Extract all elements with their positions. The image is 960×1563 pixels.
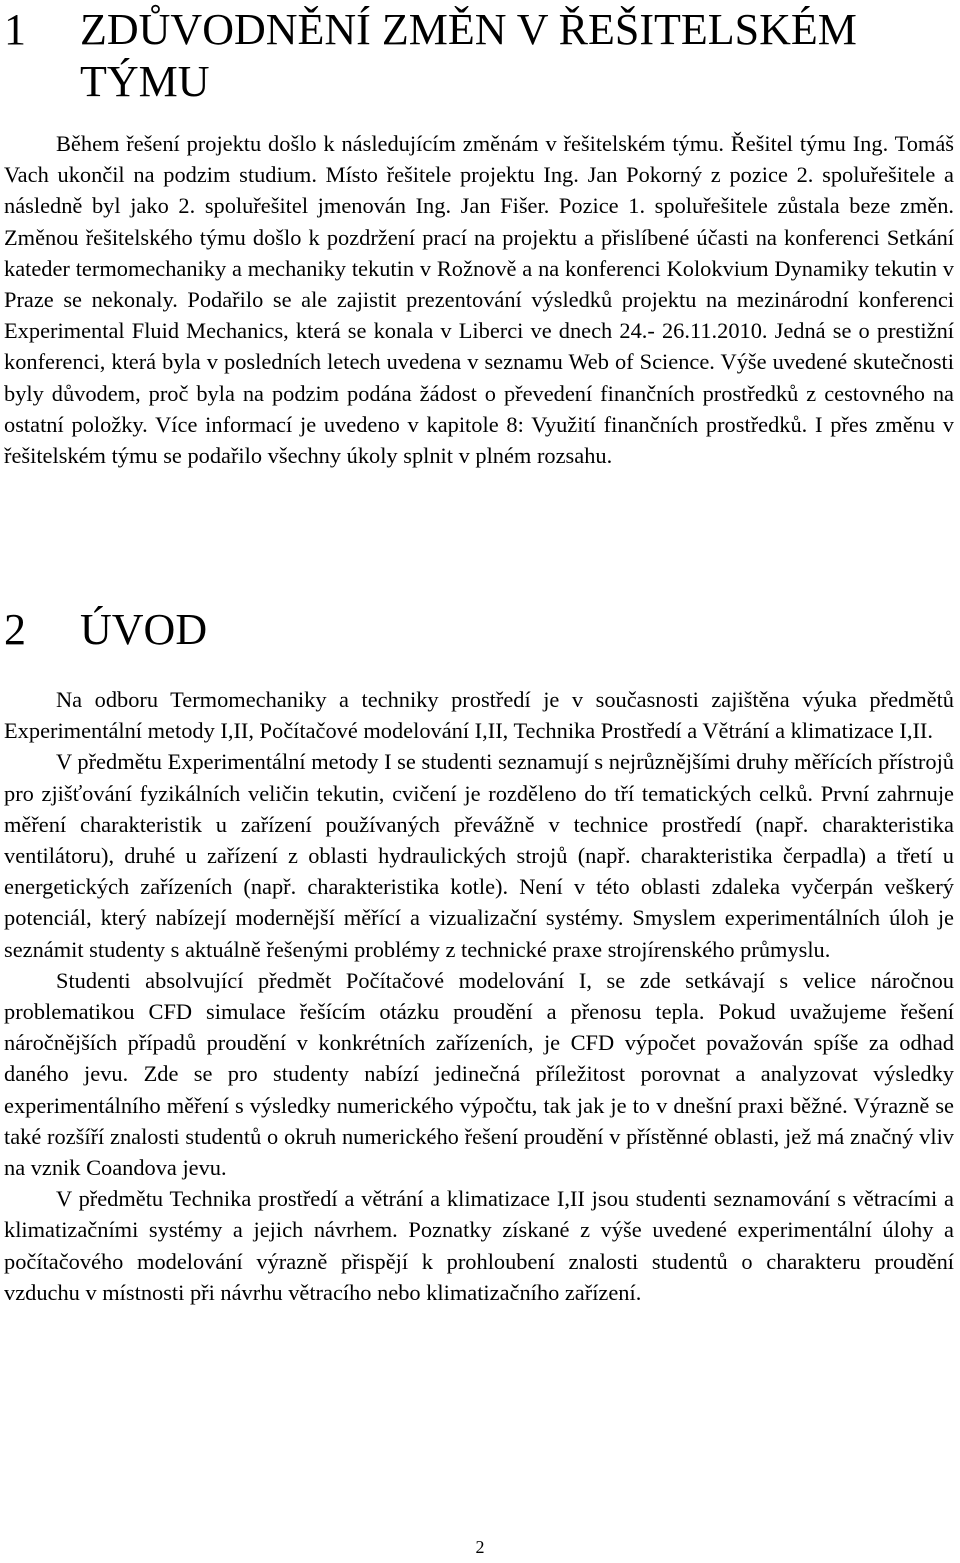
- section-title: ZDŮVODNĚNÍ ZMĚN V ŘEŠITELSKÉM TÝMU: [80, 5, 857, 106]
- paragraph: Studenti absolvující předmět Počítačové modelování I, se zde setkávají s velice náročnou problematikou CFD simulace řešícím otázku proudění a přenosu tepla. Pokud uvažujeme řešení náročnějších případů proudění v konkrétních zařízeních, je CFD výpočet považován spíše za odhad daného jevu. Zde se pro studenty nabízí jedinečná příležitost porovnat a analyzovat výsledky experimentálního měření s výsledky numerického výpočtu, tak jak je to v dnešní praxi běžné. Výrazně se také rozšíří znalosti studentů o okruh numerického řešení proudění v přístěnné oblasti, jež má značný vliv na vznik Coandova jevu.: [4, 967, 954, 1181]
- section-1-body: [4, 128, 954, 471]
- section-heading-1: [4, 4, 940, 108]
- paragraph: Na odboru Termomechaniky a techniky prostředí je v současnosti zajištěna výuka předmětů Experimentální metody I,II, Počítačové modelování I,II, Technika Prostředí a Větrání a klimatizace I,II.: [4, 687, 954, 744]
- section-2-body: [4, 684, 954, 1308]
- paragraph: Během řešení projektu došlo k následujícím změnám v řešitelském týmu. Řešitel týmu Ing. Tomáš Vach ukončil na podzim studium. Místo řešitele projektu Ing. Jan Pokorný z pozice 2. spoluřešitele a následně byl jako 2. spoluřešitel jmenován Ing. Jan Fišer. Pozice 1. spoluřešitele zůstala beze změn. Změnou řešitelského týmu došlo k pozdržení prací na projektu a přislíbené účasti na konferenci Setkání kateder termomechaniky a mechaniky tekutin v Rožnově a na konferenci Kolokvium Dynamiky tekutin v Praze se nekonaly. Podařilo se ale zajistit prezentování výsledků projektu na mezinárodní konferenci Experimental Fluid Mechanics, která se konala v Liberci ve dnech 24.- 26.11.2010. Jedná se o prestižní konferenci, která byla v posledních letech uvedena v seznamu Web of Science. Výše uvedené skutečnosti byly důvodem, proč byla na podzim podána žádost o převedení finančních prostředků z cestovného na ostatní položky. Více informací je uvedeno v kapitole 8: Využití finančních prostředků. I přes změnu v řešitelském týmu se podařilo všechny úkoly splnit v plném rozsahu.: [4, 131, 954, 469]
- section-title: ÚVOD: [80, 605, 208, 654]
- paragraph: V předmětu Experimentální metody I se studenti seznamují s nejrůznějšími druhy měřících přístrojů pro zjišťování fyzikálních veličin tekutin, cvičení je rozděleno do tří tematických celků. První zahrnuje měření charakteristik u zařízení používaných převážně v technice prostředí (např. charakteristika ventilátoru), druhé u zařízení z oblasti hydraulických strojů (např. charakteristika čerpadla) a třetí u energetických zařízeních (např. charakteristika kotle). Není v této oblasti zdaleka vyčerpán veškerý potenciál, který nabízejí modernější měřící a vizualizační systémy. Smyslem experimentálních úloh je seznámit studenty s aktuálně řešenými problémy z technické praxe strojírenského průmyslu.: [4, 749, 954, 962]
- section-number: 2: [4, 605, 26, 654]
- page-number: 2: [475, 1537, 485, 1557]
- section-heading-2: [4, 604, 940, 656]
- section-number: 1: [4, 5, 26, 54]
- paragraph: V předmětu Technika prostředí a větrání a klimatizace I,II jsou studenti seznamování s větracími a klimatizačními systémy a jejich návrhem. Poznatky získané z výše uvedené experimentální úlohy a počítačového modelování výrazně přispějí k prohloubení znalosti studentů o charakteru proudění vzduchu v místnosti při návrhu větracího nebo klimatizačního zařízení.: [4, 1186, 954, 1305]
